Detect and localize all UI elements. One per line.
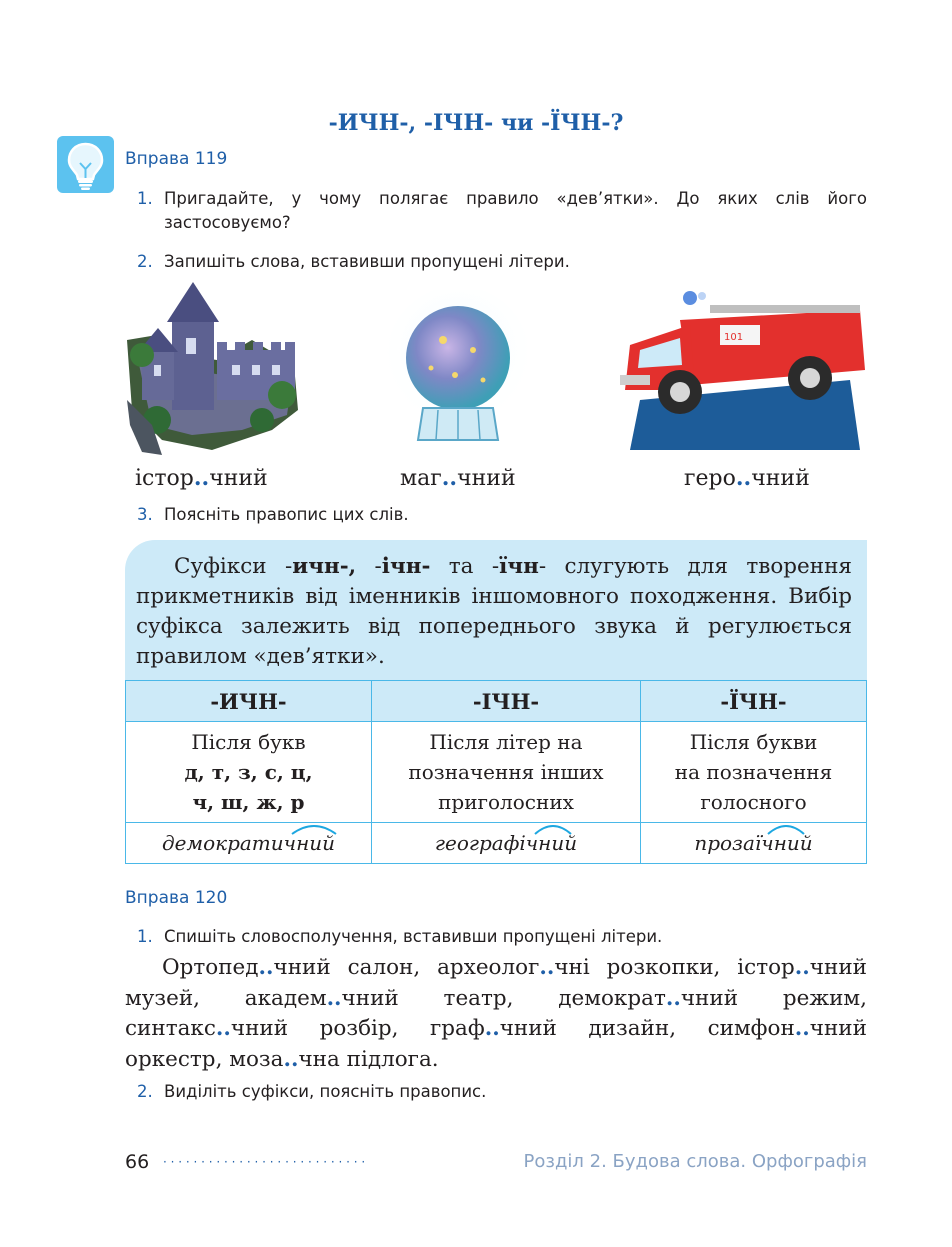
- page-number: 66: [125, 1151, 150, 1173]
- exercise-119-task-3: [137, 503, 867, 527]
- suffix-ichn: ичн-,: [292, 554, 357, 579]
- suffix-arc: [766, 822, 806, 836]
- condition-1: [126, 722, 372, 823]
- word-part: істор: [135, 466, 194, 491]
- gap-dots: ..: [735, 465, 752, 491]
- word-part: чний: [209, 466, 268, 491]
- condition-3: [641, 722, 867, 823]
- gap-dots: ..: [794, 955, 810, 980]
- text-part: чний режим, синтакс: [125, 985, 867, 1041]
- gap-dots: ..: [215, 1016, 231, 1041]
- gap-dots: ..: [665, 985, 681, 1011]
- text-part: чний розбір, граф: [230, 1016, 485, 1041]
- exercise-120-text: [125, 953, 867, 1075]
- gap-word-2: [400, 465, 516, 491]
- task-text: Запишіть слова, вставивши пропущені літери.: [164, 252, 570, 271]
- letters-line: д, т, з, с, ц,: [184, 760, 313, 784]
- gap-dots: ..: [794, 1016, 810, 1041]
- exercise-119-task-2: [137, 250, 867, 274]
- condition-line: голосного: [700, 790, 807, 814]
- rule-table: [125, 680, 867, 864]
- suffix-arc: [533, 822, 573, 836]
- text-part: чний театр, демократ: [341, 985, 666, 1011]
- example-1: [126, 823, 372, 864]
- word-part: чний: [751, 466, 810, 491]
- crystal-ball-picture: [383, 290, 533, 454]
- header-ychn: -ИЧН-: [126, 681, 372, 722]
- task-number: 2.: [137, 252, 153, 271]
- gap-dots: ..: [441, 465, 458, 491]
- gap-word-3: [684, 465, 810, 491]
- castle-picture: [122, 280, 302, 459]
- text-part: чний музей, академ: [125, 955, 867, 1011]
- condition-line: Після букви: [689, 730, 818, 754]
- condition-line: Після літер на: [429, 730, 583, 754]
- header-ichn: -ІЧН-: [372, 681, 641, 722]
- page-title: -ИЧН-, -ІЧН- чи -ЇЧН-?: [328, 110, 624, 136]
- word-part: чний: [457, 466, 516, 491]
- word-part: геро: [684, 466, 736, 491]
- word-part: маг: [400, 466, 442, 491]
- exercise-120-title: Вправа 120: [125, 888, 228, 908]
- rule-text-part: - слугують для творення прикметників від іменників іншомовного походження. Вибір суфікса залежить від попереднього звука й регулюється правилом «дев’ятки».: [136, 554, 852, 669]
- text-part: чний салон, археолог: [273, 955, 540, 980]
- example-word: прозаїчний: [694, 831, 813, 855]
- gap-word-1: [135, 465, 268, 491]
- condition-line: на позначення: [674, 760, 833, 784]
- lightbulb-icon: [57, 136, 114, 193]
- example-word: демократичний: [161, 831, 336, 855]
- text-part: чна підлога.: [298, 1046, 439, 1072]
- suffix-ichn-i: ічн-: [381, 554, 431, 579]
- svg-text:101: 101: [724, 332, 744, 343]
- task-number: 3.: [137, 505, 153, 524]
- text-part: чні розкопки, істор: [554, 955, 795, 980]
- rule-text-part: Суфікси -: [174, 554, 293, 579]
- task-text: Виділіть суфікси, поясніть правопис.: [164, 1082, 487, 1101]
- text-part: Ортопед: [162, 955, 259, 980]
- gap-dots: ..: [258, 955, 274, 980]
- task-text: Пригадайте, у чому полягає правило «дев’ятки». До яких слів його застосовуємо?: [164, 189, 867, 232]
- rule-text-part: -: [356, 554, 382, 579]
- exercise-119-title: Вправа 119: [125, 149, 228, 169]
- footer-dots: · · · · · · · · · · · · · · · · · · · · · · · · · · ·: [163, 1155, 366, 1169]
- gap-dots: ..: [193, 465, 210, 491]
- rule-text-part: та -: [430, 554, 500, 579]
- condition-line: приголосних: [438, 790, 574, 814]
- rule-text: [136, 552, 852, 672]
- condition-line: Після букв: [191, 730, 306, 754]
- example-3: [641, 823, 867, 864]
- fire-truck-picture: [620, 280, 870, 454]
- gap-dots: ..: [484, 1016, 500, 1041]
- suffix-yichn: їчн: [499, 554, 539, 579]
- gap-dots: ..: [326, 985, 342, 1011]
- header-yichn: -ЇЧН-: [641, 681, 867, 722]
- task-text: Спишіть словосполучення, вставивши пропущені літери.: [164, 927, 663, 946]
- example-2: [372, 823, 641, 864]
- task-number: 2.: [137, 1082, 153, 1101]
- chapter-title: Розділ 2. Будова слова. Орфографія: [523, 1151, 867, 1172]
- text-part: чний оркестр, моза: [125, 1016, 867, 1072]
- suffix-arc: [290, 822, 338, 836]
- condition-line: позначення інших: [408, 760, 604, 784]
- exercise-120-task-2: [137, 1080, 867, 1104]
- letters-line: ч, ш, ж, р: [192, 790, 305, 814]
- exercise-119-task-1: [137, 187, 867, 235]
- task-number: 1.: [137, 189, 153, 208]
- task-text: Поясніть правопис цих слів.: [164, 505, 409, 524]
- task-number: 1.: [137, 927, 153, 946]
- gap-dots: ..: [539, 955, 555, 980]
- example-word: географічний: [434, 831, 578, 855]
- text-part: чний дизайн, симфон: [499, 1016, 795, 1041]
- exercise-120-task-1: [137, 925, 867, 949]
- gap-dots: ..: [283, 1046, 299, 1072]
- condition-2: [372, 722, 641, 823]
